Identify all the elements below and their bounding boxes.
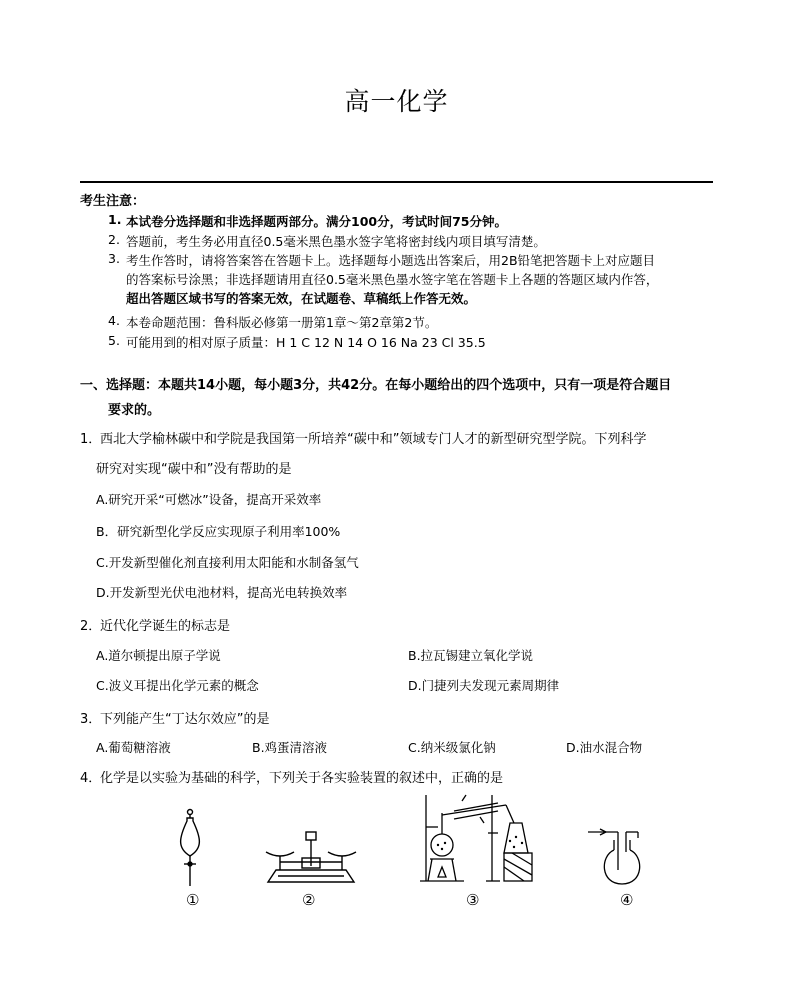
question-3-option-d: D.油水混合物 xyxy=(566,740,643,755)
question-4-stem: 化学是以实验为基础的科学，下列关于各实验装置的叙述中，正确的是 xyxy=(100,771,504,786)
section-heading-line-1: 一、选择题：本题共14小题，每小题3分，共42分。在每小题给出的四个选项中，只有一项是符合题目 xyxy=(80,378,672,393)
separatory-funnel-icon xyxy=(170,808,210,888)
notice-item-3-line-2: 的答案标号涂黑；非选择题请用直径0.5毫米黑色墨水签字笔在答题卡上各题的答题区域内作答， xyxy=(126,272,659,287)
figure-3-label: ③ xyxy=(466,891,480,909)
notice-item-4-text: 本卷命题范围：鲁科版必修第一册第1章～第2章第2节。 xyxy=(126,315,438,330)
figure-4-label: ④ xyxy=(620,891,634,909)
gas-washing-flask-icon xyxy=(586,826,652,888)
notice-item-2-num: 2. xyxy=(108,232,120,247)
figure-1-label: ① xyxy=(186,891,200,909)
notice-item-3-line-1: 考生作答时，请将答案答在答题卡上。选择题每小题选出答案后，用2B铅笔把答题卡上对应题目 xyxy=(126,253,656,268)
question-3-option-c: C.纳米级氯化钠 xyxy=(408,740,496,755)
question-2-number: 2． xyxy=(80,619,102,634)
question-1-option-d: D.开发新型光伏电池材料，提高光电转换效率 xyxy=(96,585,348,600)
notice-item-2-text: 答题前，考生务必用直径0.5毫米黑色墨水签字笔将密封线内项目填写清楚。 xyxy=(126,234,546,249)
distillation-apparatus-icon xyxy=(418,793,536,887)
notice-item-5-text: 可能用到的相对原子质量：H 1 C 12 N 14 O 16 Na 23 Cl 35.5 xyxy=(126,335,486,350)
question-3-option-a: A.葡萄糖溶液 xyxy=(96,740,171,755)
question-3-option-b: B.鸡蛋清溶液 xyxy=(252,740,328,755)
question-2-option-a: A.道尔顿提出原子学说 xyxy=(96,648,221,663)
notice-item-3-line-3: 超出答题区域书写的答案无效，在试题卷、草稿纸上作答无效。 xyxy=(126,291,477,306)
question-2-option-d: D.门捷列夫发现元素周期律 xyxy=(408,678,560,693)
notice-item-4-num: 4. xyxy=(108,313,120,328)
question-1-number: 1． xyxy=(80,432,102,447)
question-1-stem-line-2: 研究对实现“碳中和”没有帮助的是 xyxy=(96,462,292,477)
question-2-stem: 近代化学诞生的标志是 xyxy=(100,619,231,634)
title-divider xyxy=(80,181,713,183)
notice-heading: 考生注意： xyxy=(80,194,146,209)
notice-item-5-num: 5. xyxy=(108,333,120,348)
notice-item-1-num: 1. xyxy=(108,212,122,227)
question-4-number: 4． xyxy=(80,771,102,786)
question-1-stem-line-1: 西北大学榆林碳中和学院是我国第一所培养“碳中和”领域专门人才的新型研究型学院。下列科学 xyxy=(100,432,647,447)
question-2-option-c: C.波义耳提出化学元素的概念 xyxy=(96,678,259,693)
section-heading-line-2: 要求的。 xyxy=(108,403,161,418)
balance-scale-icon xyxy=(262,826,360,886)
question-1-option-b: B．研究新型化学反应实现原子利用率100% xyxy=(96,524,341,539)
notice-item-3-num: 3. xyxy=(108,251,120,266)
question-1-option-a: A.研究开采“可燃冰”设备，提高开采效率 xyxy=(96,492,322,507)
figure-2-label: ② xyxy=(302,891,316,909)
question-3-number: 3． xyxy=(80,712,102,727)
question-3-stem: 下列能产生“丁达尔效应”的是 xyxy=(100,712,270,727)
question-2-option-b: B.拉瓦锡建立氧化学说 xyxy=(408,648,534,663)
notice-item-1-text: 本试卷分选择题和非选择题两部分。满分100分，考试时间75分钟。 xyxy=(126,214,507,229)
question-1-option-c: C.开发新型催化剂直接利用太阳能和水制备氢气 xyxy=(96,555,359,570)
page-title: 高一化学 xyxy=(344,87,449,116)
